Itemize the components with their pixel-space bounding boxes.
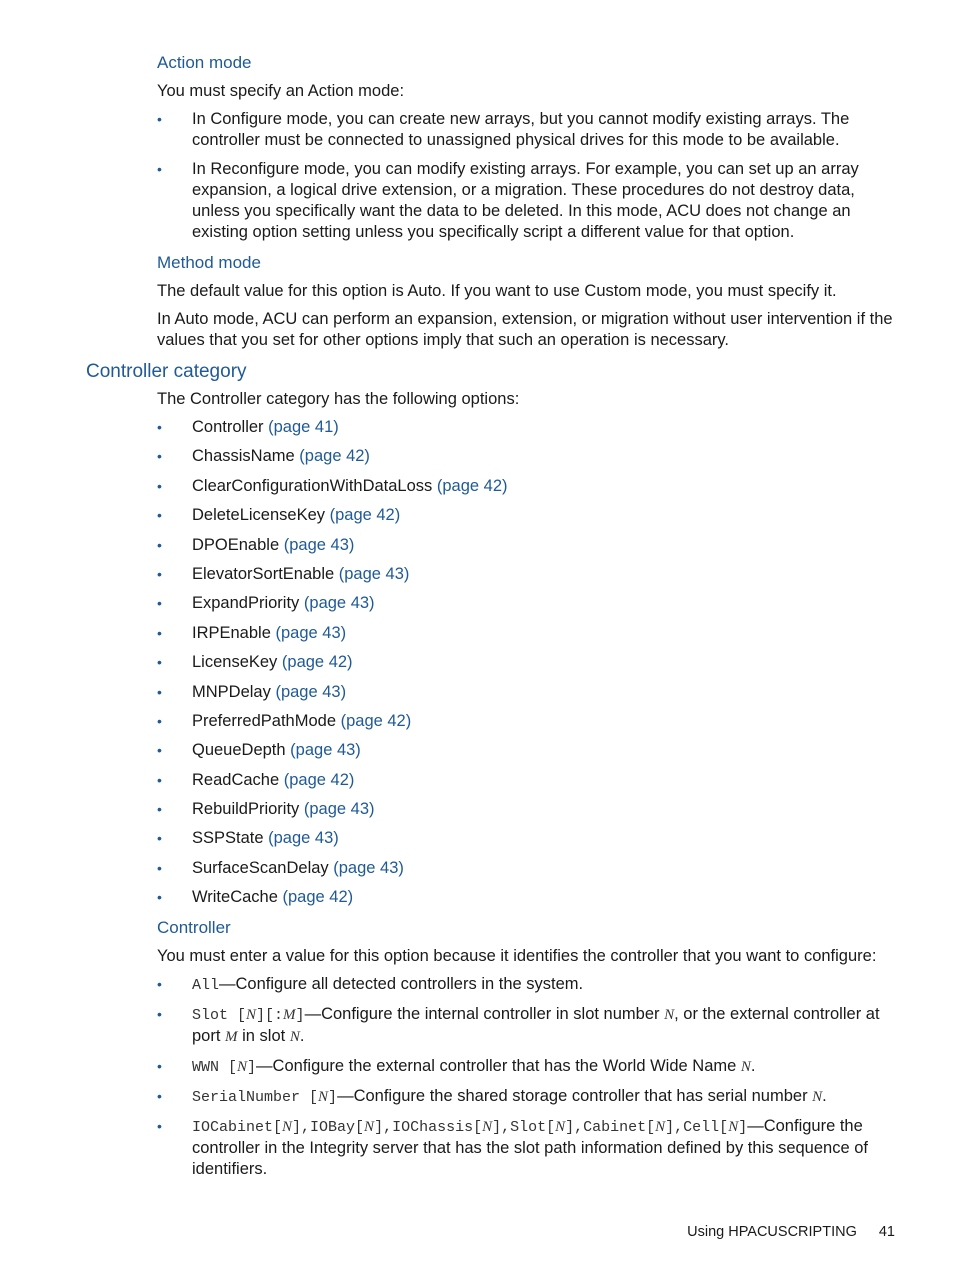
page-number: 41 [878,1224,895,1240]
bullet-icon: • [157,712,162,729]
bullet-icon: • [157,448,162,465]
option-name: ChassisName [192,447,295,466]
page-reference-link[interactable]: (page 43) [338,564,410,583]
option-name: ElevatorSortEnable [192,564,335,583]
bullet-icon: • [157,801,162,818]
option-name: Controller [192,418,264,436]
bullet-icon: • [157,1006,162,1023]
io-path-code: IOCabinet[N],IOBay[N],IOChassis[N],Slot[N],Cabinet[N],Cell[N] [192,1119,748,1137]
bullet-icon: • [157,624,162,641]
page-reference-link[interactable]: (page 43) [333,858,404,877]
controller-option-item [157,799,899,820]
controller-intro: You must enter a value for this option because it identifies the controller that you want to configure: [157,947,877,966]
page-reference-link[interactable]: (page 43) [275,623,347,642]
page-reference-link[interactable]: (page 43) [275,682,347,701]
option-name: LicenseKey [192,653,278,672]
bullet-icon: • [157,830,162,847]
page-reference-link[interactable]: (page 42) [436,476,508,495]
page-reference-link[interactable]: (page 42) [281,653,353,672]
bullet-icon: • [157,595,162,612]
list-item: • WWN [N]—Configure the external controller that has the World Wide Name N. [157,1057,756,1077]
controller-option-item [157,564,899,585]
option-name: IRPEnable [192,623,271,642]
page-reference-link[interactable]: (page 42) [283,770,355,789]
method-mode-para-1: The default value for this option is Auto. If you want to use Custom mode, you must specify it. [157,282,837,300]
action-mode-list [157,109,899,243]
controller-option-item [157,740,899,761]
list-item: • Slot [N][:M]—Configure the internal controller in slot number N, or the external controller at port M in slot N. [157,1005,880,1046]
bullet-icon: • [157,161,162,177]
page-reference-link[interactable]: (page 43) [268,829,339,848]
list-item: • In Reconfigure mode, you can modify existing arrays. For example, you can set up an array expansion, a logical drive extension, or a migration. These procedures do not destroy data, unless you specifically want the data to be deleted. In this mode, ACU does not change an existing option setting unless you specifically script a different value for that option. [157,160,859,241]
page-reference-link[interactable]: (page 41) [268,418,339,436]
list-item: • SerialNumber [N]—Configure the shared storage controller that has serial number N. [157,1087,827,1107]
bullet-icon: • [157,477,162,494]
controller-option-item [157,887,899,908]
controller-option-item [157,682,899,703]
bullet-icon: • [157,976,162,993]
bullet-icon: • [157,742,162,759]
bullet-icon: • [157,507,162,524]
controller-option-item [157,711,899,732]
bullet-icon: • [157,419,162,435]
list-item: • IOCabinet[N],IOBay[N],IOChassis[N],Slot[N],Cabinet[N],Cell[N]—Configure the controller in the Integrity server that has the slot path information defined by this sequence of identifiers. [157,1117,868,1179]
controller-option-item [157,623,899,644]
action-mode-heading: Action mode [157,53,252,72]
option-name: PreferredPathMode [192,711,336,730]
option-name: ReadCache [192,770,280,789]
bullet-icon: • [157,683,162,700]
bullet-icon: • [157,1118,162,1135]
controller-values-list [157,974,899,1180]
page-content [86,52,899,1189]
bullet-icon: • [157,565,162,582]
method-mode-heading: Method mode [157,253,261,272]
controller-option-item [157,505,899,526]
bullet-icon: • [157,536,162,553]
page-reference-link[interactable]: (page 43) [283,535,355,554]
page-reference-link[interactable]: (page 43) [290,741,361,760]
page-reference-link[interactable]: (page 42) [299,447,370,466]
page-reference-link[interactable]: (page 42) [282,888,354,907]
bullet-icon: • [157,859,162,876]
page-footer [687,1222,895,1242]
option-name: QueueDepth [192,741,286,760]
controller-category-intro: The Controller category has the following options: [157,390,520,408]
controller-option-item [157,770,899,791]
method-mode-para-2: In Auto mode, ACU can perform an expansion, extension, or migration without user intervention if the values that you set for other options imply that such an operation is necessary. [157,310,893,349]
bullet-icon: • [157,111,162,127]
option-name: WriteCache [192,888,278,907]
controller-option-item [157,858,899,879]
bullet-icon: • [157,654,162,671]
controller-option-item [157,593,899,614]
bullet-icon: • [157,771,162,788]
option-name: ClearConfigurationWithDataLoss [192,476,433,495]
action-mode-intro: You must specify an Action mode: [157,82,405,100]
option-name: DPOEnable [192,535,280,554]
option-name: ExpandPriority [192,594,300,613]
controller-option-item [157,476,899,497]
option-name: MNPDelay [192,682,271,701]
bullet-icon: • [157,1088,162,1105]
footer-title: Using HPACUSCRIPTING [687,1224,857,1240]
page-reference-link[interactable]: (page 43) [303,594,375,613]
bullet-icon: • [157,1058,162,1075]
list-item: • All—Configure all detected controllers in the system. [157,975,584,995]
controller-option-item [157,828,899,849]
controller-heading: Controller [157,918,231,938]
controller-options-list [157,417,899,908]
page-reference-link[interactable]: (page 42) [340,711,412,730]
controller-option-item [157,652,899,673]
option-name: DeleteLicenseKey [192,506,325,525]
option-name: RebuildPriority [192,800,300,819]
controller-category-heading: Controller category [86,361,247,382]
list-item: • In Configure mode, you can create new arrays, but you cannot modify existing arrays. The controller must be connected to unassigned physical drives for this mode to be available. [157,110,850,149]
page-reference-link[interactable]: (page 42) [329,506,401,525]
controller-option-item [157,417,899,438]
bullet-icon: • [157,889,162,906]
controller-option-item [157,535,899,556]
controller-option-item [157,446,899,467]
option-name: SurfaceScanDelay [192,858,329,877]
option-name: SSPState [192,829,264,848]
page-reference-link[interactable]: (page 43) [303,800,375,819]
